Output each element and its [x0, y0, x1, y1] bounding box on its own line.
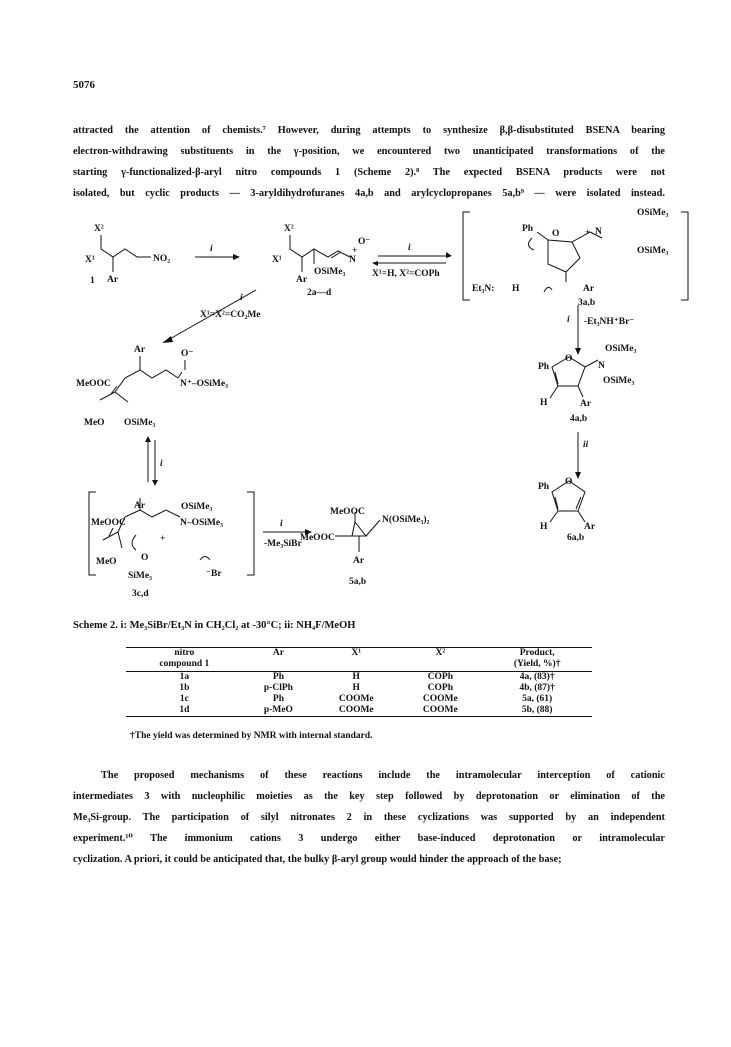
c4-osime3b: OSiMe₃ [603, 376, 635, 386]
arrowhead [162, 336, 173, 343]
col-header [398, 659, 482, 672]
table-cell: COPh [427, 672, 453, 682]
cl-ar: Ar [134, 345, 146, 355]
c3-h: H [512, 284, 520, 294]
cond-diag: X¹=X²=CO₂Me [200, 310, 261, 320]
c4-n: N [598, 361, 605, 371]
table-header-row [126, 659, 592, 672]
arrow-i2-label: i [408, 243, 411, 253]
page-number: 5076 [73, 79, 95, 91]
cl-bonds [100, 356, 185, 402]
table-row [126, 705, 592, 717]
table-cell: COOMe [314, 705, 398, 717]
c6-bonds [550, 481, 585, 522]
table-cell: COPh [427, 683, 453, 693]
cl-meo: MeO [84, 418, 105, 428]
c3-osime3b: OSiMe₃ [637, 246, 669, 256]
c3-n: N [595, 227, 602, 237]
col-header [314, 659, 398, 672]
col-header: Product, [482, 648, 592, 660]
c5-meooc-left: MeOOC [300, 533, 335, 543]
table-cell: 5b, (88) [482, 705, 592, 717]
c4-h: H [540, 398, 548, 408]
arrowhead [152, 480, 158, 486]
text-line: experiment.¹⁰ The immonium cations 3 undergo either base-induced deprotonation or intramolecular [73, 833, 665, 844]
c4-osime3a: OSiMe₃ [605, 344, 637, 354]
table-footnote: †The yield was determined by NMR with internal standard. [130, 731, 373, 741]
c1-x1: X¹ [85, 255, 95, 265]
c2-osime3: OSiMe₃ [314, 267, 346, 277]
c1-ar: Ar [107, 275, 119, 285]
text-line-content: The proposed mechanisms of these reactions include the intramolecular interception of cationic [101, 770, 665, 781]
text-line: intermediates 3 with nucleophilic moieties as the key step followed by deprotonation or elimination of the [73, 791, 665, 802]
text-line: attracted the attention of chemists.⁷ However, during attempts to synthesize β,β-disubstituted BSENA bearing [73, 125, 665, 136]
c3-o: O [552, 229, 560, 239]
text-line: isolated, but cyclic products — 3-aryldihydrofuranes 4a,b and arylcyclopropanes 5a,b⁹ — were isolated instead. [73, 188, 665, 199]
mechanism-paragraph [73, 765, 665, 870]
c5-n: N(OSiMe₃)₂ [382, 515, 430, 525]
table-cell: Ph [272, 694, 284, 704]
c6-o: O [565, 477, 573, 487]
table-cell: COOMe [422, 694, 458, 704]
col-header: (Yield, %)† [482, 659, 592, 672]
c3cd-sime3: SiMe₃ [128, 571, 152, 581]
c3-id: 3a,b [578, 298, 596, 308]
results-table [126, 647, 592, 717]
col-header: nitro [126, 648, 243, 660]
c1-bonds [101, 235, 151, 272]
c2-x1: X¹ [272, 255, 282, 265]
c2-x2: X² [284, 224, 294, 234]
c3cd-id: 3c,d [132, 589, 149, 599]
c3-et3n: Et₃N: [472, 284, 495, 294]
cond-top: X¹=H, X²=COPh [372, 269, 440, 279]
scheme-caption: Scheme 2. i: Me₃SiBr/Et₃N in CH₂Cl₂ at -30°C; ii: NH₄F/MeOH [73, 620, 356, 631]
table-row [126, 672, 592, 684]
table-cell: 1c [179, 694, 189, 704]
c2-plus: + [352, 246, 358, 256]
arrow-ii-label: ii [583, 440, 589, 450]
arrow-i3-label: i [567, 315, 570, 325]
text-line [73, 765, 665, 786]
c3cd-n: N–OSiMe₃ [180, 518, 223, 528]
text-line: electron-withdrawing substituents in the γ-position, we encountered two unanticipated transformations of the [73, 146, 665, 157]
arrow-i5-label: i [160, 459, 163, 469]
table-cell: 4a, (83)† [519, 672, 555, 682]
c3cd-osime3: OSiMe₃ [181, 502, 213, 512]
text-line: Me₃Si-group. The participation of silyl nitronates 2 in these cyclizations was supported by an independent [73, 812, 665, 823]
col-header [243, 659, 315, 672]
col-header: X² [398, 648, 482, 660]
c6-id: 6a,b [567, 533, 585, 543]
cl-osime3: OSiMe₃ [124, 418, 156, 428]
arrowhead [372, 261, 378, 266]
col-header: X¹ [314, 648, 398, 660]
arrow-i4-label: i [240, 293, 243, 303]
table-cell: H [352, 683, 360, 693]
c3-ph: Ph [522, 224, 534, 234]
table-cell: 1b [179, 683, 190, 693]
c6-h: H [540, 522, 548, 532]
c6-ar: Ar [584, 522, 596, 532]
text-line: cyclization. A priori, it could be anticipated that, the bulky β-aryl group would hinder the approach of the base; [73, 854, 562, 865]
table-cell: 4b, (87)† [519, 683, 555, 693]
c5-id: 5a,b [349, 577, 367, 587]
c5-meooc-top: MeOOC [330, 507, 365, 517]
col-header: compound 1 [126, 659, 243, 672]
bracket-3ab [463, 212, 688, 300]
cond-bottom: -Me₃SiBr [264, 539, 302, 549]
cl-n: N⁺–OSiMe₃ [180, 379, 228, 389]
c1-id: 1 [90, 276, 95, 286]
table-header-row [126, 648, 592, 660]
table-cell: H [352, 672, 360, 682]
c4-id: 4a,b [570, 414, 588, 424]
c3-bonds [537, 232, 602, 282]
table-row [126, 694, 592, 705]
c2-n: N [349, 255, 356, 265]
c3cd-meo: MeO [96, 557, 117, 567]
arrow-i1-label: i [210, 244, 213, 254]
arrowhead [446, 252, 452, 258]
c3-osime3a: OSiMe₃ [637, 208, 669, 218]
c2-id: 2a—d [307, 288, 332, 298]
cond-right: -Et₃NH⁺Br⁻ [584, 317, 635, 327]
cl-meooc: MeOOC [76, 379, 111, 389]
table-cell: p-ClPh [263, 683, 293, 693]
table-cell: 1d [126, 705, 243, 717]
table-cell: 5a, (61) [522, 694, 553, 704]
arrowhead [145, 436, 151, 442]
equilibrium-vertical [148, 440, 155, 482]
arrowhead [575, 348, 581, 355]
table-cell: Ph [272, 672, 284, 682]
arrow-i6-label: i [280, 519, 283, 529]
c2-ar: Ar [296, 275, 308, 285]
text-line: starting γ-functionalized-β-aryl nitro compounds 1 (Scheme 2).⁸ The expected BSENA products were not [73, 167, 665, 178]
c3-plus: + [585, 228, 591, 238]
c6-ph: Ph [538, 482, 550, 492]
c2-o: O⁻ [358, 237, 371, 247]
c4-ar: Ar [580, 399, 592, 409]
c1-no2: NO₂ [153, 254, 171, 264]
arrowhead [233, 254, 240, 260]
c4-bonds [550, 357, 598, 398]
c3cd-meooc: MeOOC [91, 518, 126, 528]
c5-bonds [335, 512, 380, 552]
table-cell: COOMe [398, 705, 482, 717]
arrowhead [575, 472, 581, 479]
col-header: Ar [243, 648, 315, 660]
c1-x2: X² [94, 224, 104, 234]
c3cd-plus: + [160, 534, 166, 544]
cl-o: O⁻ [181, 349, 194, 359]
c4-o: O [565, 354, 573, 364]
c5-ar: Ar [353, 556, 365, 566]
c3cd-o: O [141, 553, 149, 563]
table-cell: 1a [179, 672, 190, 682]
table-cell: COOMe [338, 694, 374, 704]
c3cd-ar: Ar [134, 501, 146, 511]
c3cd-br: ⁻Br [206, 569, 222, 579]
c4-ph: Ph [538, 362, 550, 372]
table-row [126, 683, 592, 694]
c3-ar: Ar [583, 284, 595, 294]
table-cell: p-MeO [243, 705, 315, 717]
equilibrium-arrows [378, 256, 446, 263]
